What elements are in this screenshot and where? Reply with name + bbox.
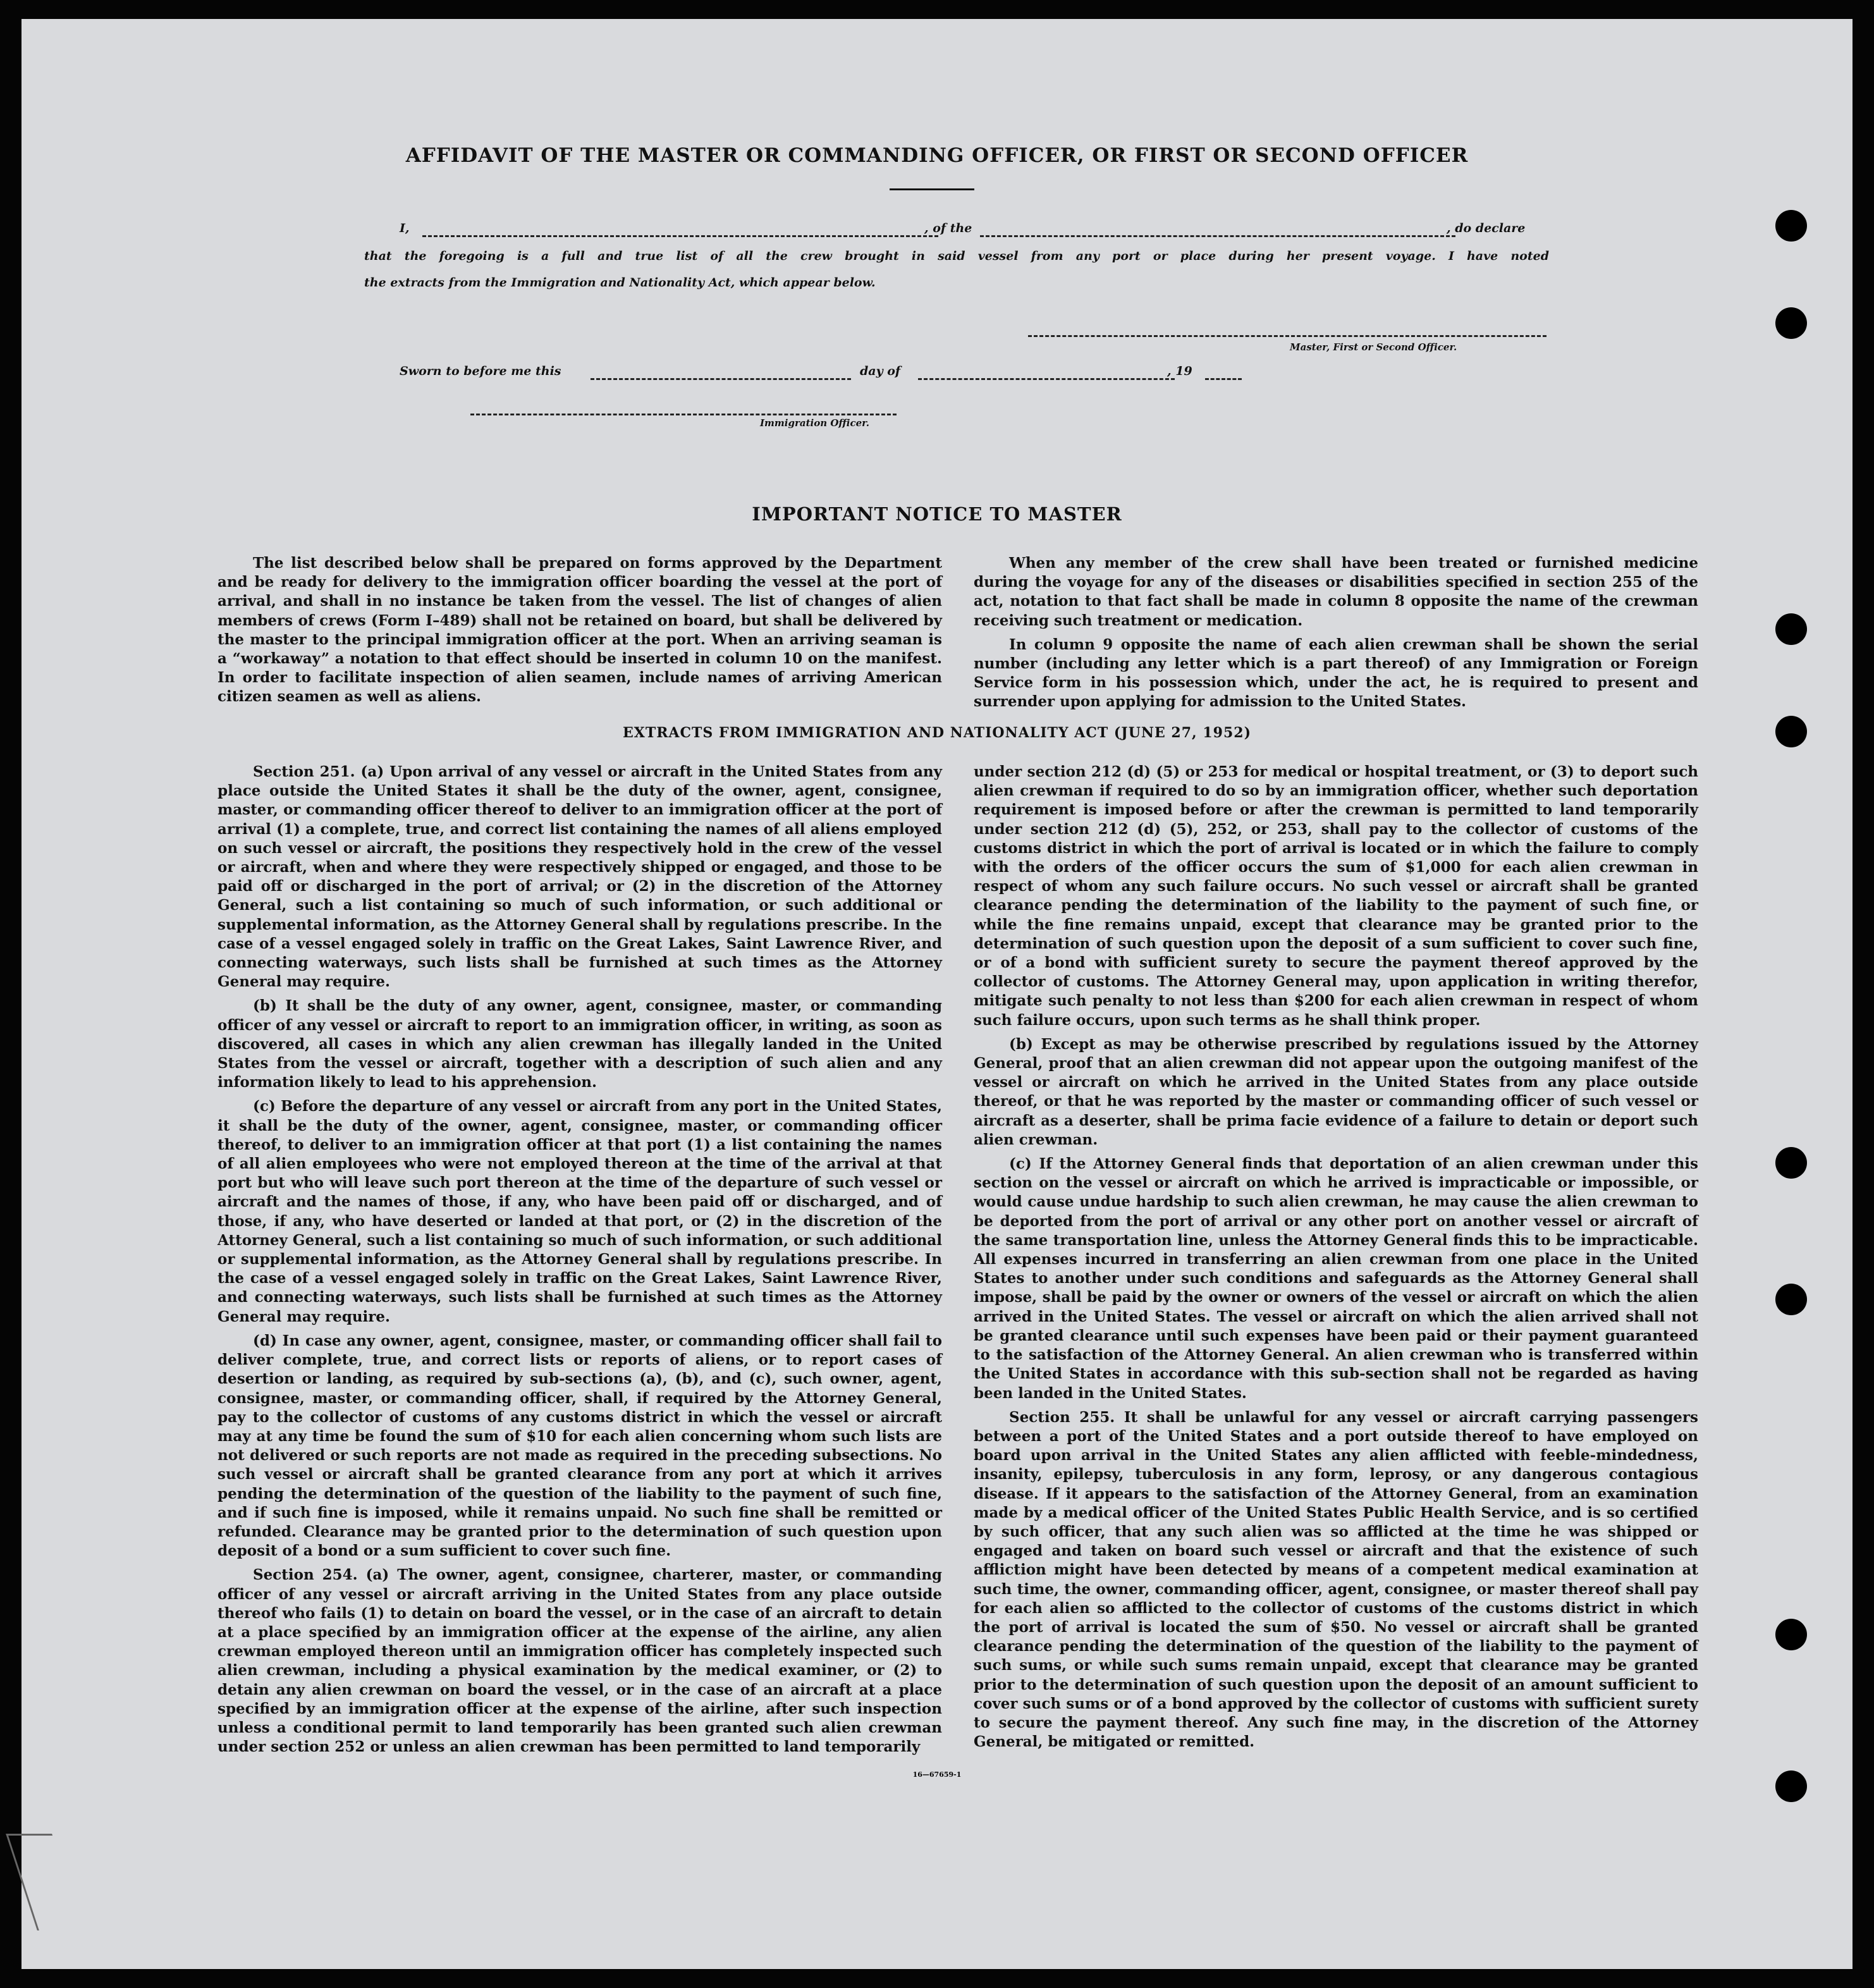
notice-right-paragraph-2: In column 9 opposite the name of each alien crewman shall be shown the serial number (including any letter which is a part thereof) of any Immigration or Foreign Service form in his possession which, under the act, he is required to present and surrender upon applying for admission to the United States.: [974, 635, 1698, 711]
sworn-month-field[interactable]: [918, 378, 1175, 380]
section-254-a: Section 254. (a) The owner, agent, consignee, charterer, master, or commanding officer of any vessel or aircraft arriving in the United States from any place outside thereof who fails (1) to detain on board the vessel, or in the case of an aircraft to detain at a place specified by an immigration officer at the expense of the airline, any alien crewman employed thereon until an immigration officer has completely inspected such alien crewman, including a physical examination by the medical examiner, or (2) to detain any alien crewman on board the vessel, or in the case of an aircraft at a place specified by an immigration officer at the expense of the airline, after such inspection unless a conditional permit to land temporarily has been granted such alien crewman under section 252 or unless an alien crewman has been permitted to land temporarily: [217, 1566, 942, 1756]
document-page: [21, 19, 1853, 1969]
name-field[interactable]: [422, 235, 938, 237]
sworn-year-field[interactable]: [1205, 378, 1242, 380]
notice-right-paragraph-1: When any member of the crew shall have been treated or furnished medicine during the voyage for any of the diseases or disabilities specified in section 255 of the act, notation to that fact shall be made in column 8 opposite the name of the crewman receiving such treatment or medication.: [974, 555, 1698, 629]
notice-left-column: [217, 554, 942, 712]
affidavit-title: AFFIDAVIT OF THE MASTER OR COMMANDING OFFICER, OR FIRST OR SECOND OFFICER: [405, 144, 1469, 167]
affidavit-of-the: , of the: [924, 221, 972, 235]
master-signature-field[interactable]: [1028, 335, 1546, 337]
extracts-left-column: [217, 763, 942, 1762]
year-prefix: , 19: [1167, 364, 1192, 378]
affidavit-do-declare: , do declare: [1447, 221, 1526, 235]
binder-hole: [1775, 1147, 1807, 1179]
affidavit-statement-line1: that the foregoing is a full and true list of all the crew brought in said vessel from any port or place during her present voyage. I have noted: [364, 249, 1549, 263]
section-254-c: (c) If the Attorney General finds that deportation of an alien crewman under this section on the vessel or aircraft on which he arrived is impracticable or impossible, or would cause undue hardship to such alien crewman, he may cause the alien crewman to be deported from the port of arrival or any other port on another vessel or aircraft of the same transportation line, unless the Attorney General finds this to be impracticable. All expenses incurred in transferring an alien crewman from one place in the United States to another under such conditions and safeguards as the Attorney General shall impose, shall be paid by the owner or owners of the vessel or aircraft on which the alien arrived in the United States. The vessel or aircraft on which the alien arrived shall not be granted clearance until such expenses have been paid or their payment guaranteed to the satisfaction of the Attorney General. An alien crewman who is transferred within the United States in accordance with this sub-section shall not be regarded as having been landed in the United States.: [974, 1155, 1698, 1402]
binder-hole: [1775, 1619, 1807, 1650]
section-251-b: (b) It shall be the duty of any owner, agent, consignee, master, or commanding officer of any vessel or aircraft to report to an immigration officer, in writing, as soon as discovered, all cases in which any alien crewman has illegally landed in the United States from the vessel or aircraft, together with a description of such alien and any information likely to lead to his apprehension.: [217, 997, 942, 1091]
notice-title: IMPORTANT NOTICE TO MASTER: [752, 503, 1122, 525]
section-254-a-continued: under section 212 (d) (5) or 253 for medical or hospital treatment, or (3) to deport such alien crewman if required to do so by an immigration officer, whether such deportation requirement is imposed before or after the crewman is permitted to land temporarily under section 212 (d) (5), 252, or 253, shall pay to the collector of customs of the customs district in which the port of arrival is located or in which the failure to comply with the orders of the officer occurs the sum of $1,000 for each alien crewman in respect of whom any such failure occurs. No such vessel or aircraft shall be granted clearance pending the determination of the liability to the payment of such fine, or while the fine remains unpaid, except that clearance may be granted prior to the determination of such question upon the deposit of a sum sufficient to cover such fine, or of a bond with sufficient surety to secure the payment thereof approved by the collector of customs. The Attorney General may, upon application in writing therefor, mitigate such penalty to not less than $200 for each alien crewman in respect of whom such failure occurs, upon such terms as he shall think proper.: [974, 763, 1698, 1029]
officer-caption: Immigration Officer.: [760, 417, 869, 429]
binder-hole: [1775, 613, 1807, 645]
day-of-label: day of: [860, 364, 901, 378]
binder-hole: [1775, 1284, 1807, 1315]
section-254-b: (b) Except as may be otherwise prescribed by regulations issued by the Attorney General, proof that an alien crewman did not appear upon the outgoing manifest of the vessel or aircraft on which he arrived in the United States from any place outside thereof, or that he was reported by the master or commanding officer of such vessel or aircraft as a deserter, shall be prima facie evidence of a failure to detain or deport such alien crewman.: [974, 1035, 1698, 1148]
section-251-d: (d) In case any owner, agent, consignee, master, or commanding officer shall fail to deliver complete, true, and correct lists or reports of aliens, or to report cases of desertion or landing, as required by sub-sections (a), (b), and (c), such owner, agent, consignee, master, or commanding officer, shall, if required by the Attorney General, pay to the collector of customs of any customs district in which the vessel or aircraft may at any time be found the sum of $10 for each alien concerning whom such lists are not delivered or such reports are not made as required in the preceding subsections. No such vessel or aircraft shall be granted clearance from any port at which it arrives pending the determination of the question of the liability to the payment of such fine, and if such fine is imposed, while it remains unpaid. No such fine shall be remitted or refunded. Clearance may be granted prior to the determination of such question upon deposit of a bond or a sum sufficient to cover such fine.: [217, 1332, 942, 1560]
binder-hole: [1775, 307, 1807, 339]
signature-caption: Master, First or Second Officer.: [1290, 341, 1457, 353]
section-251-a: Section 251. (a) Upon arrival of any vessel or aircraft in the United States from any place outside the United States it shall be the duty of the owner, agent, consignee, master, or commanding officer thereof to deliver to an immigration officer at the port of arrival (1) a complete, true, and correct list containing the names of all aliens employed on such vessel or aircraft, the positions they respectively hold in the crew of the vessel or aircraft, when and where they were respectively shipped or engaged, and those to be paid off or discharged in the port of arrival; or (2) in the discretion of the Attorney General, such a list containing so much of such information, or such additional or supplemental information, as the Attorney General shall by regulations prescribe. In the case of a vessel engaged solely in traffic on the Great Lakes, Saint Lawrence River, and connecting waterways, such lists shall be furnished at such times as the Attorney General may require.: [217, 763, 942, 991]
title-underline: [890, 188, 974, 190]
footer-form-code: 16—67659-1: [912, 1770, 962, 1779]
section-251-c: (c) Before the departure of any vessel or aircraft from any port in the United States, it shall be the duty of the owner, agent, consignee, master, or commanding officer thereof, to deliver to an immigration officer at that port (1) a list containing the names of all alien employees who were not employed thereon at the time of the arrival at that port but who will leave such port thereon at the time of the departure of such vessel or aircraft and the names of those, if any, who have been paid off or discharged, and of those, if any, who have deserted or landed at that port, or (2) in the discretion of the Attorney General, such a list containing so much of such information, or such additional or supplemental information, as the Attorney General shall by regulations prescribe. In the case of a vessel engaged solely in traffic on the Great Lakes, Saint Lawrence River, and connecting waterways, such lists shall be furnished at such times as the Attorney General may require.: [217, 1098, 942, 1325]
vessel-field[interactable]: [980, 235, 1455, 237]
sworn-label: Sworn to before me this: [400, 364, 561, 378]
notice-right-column: [974, 554, 1698, 717]
extracts-title: EXTRACTS FROM IMMIGRATION AND NATIONALITY ACT (JUNE 27, 1952): [622, 725, 1251, 741]
binder-hole: [1775, 210, 1807, 242]
officer-signature-field[interactable]: [470, 414, 897, 415]
affidavit-i-label: I,: [400, 221, 410, 235]
sworn-day-field[interactable]: [591, 378, 851, 380]
binder-hole: [1775, 1770, 1807, 1802]
notice-left-paragraph: The list described below shall be prepared on forms approved by the Department and be ready for delivery to the immigration officer boarding the vessel at the port of arrival, and shall in no instance be taken from the vessel. The list of changes of alien members of crews (Form I–489) shall not be retained on board, but shall be delivered by the master to the principal immigration officer at the port. When an arriving seaman is a “workaway” a notation to that effect should be inserted in column 10 on the manifest. In order to facilitate inspection of alien seamen, include names of arriving American citizen seamen as well as aliens.: [217, 555, 942, 706]
affidavit-statement-line2: the extracts from the Immigration and Nationality Act, which appear below.: [364, 276, 876, 290]
section-255: Section 255. It shall be unlawful for any vessel or aircraft carrying passengers between a port of the United States and a port outside thereof to have employed on board upon arrival in the United States any alien afflicted with feeble-mindedness, insanity, epilepsy, tuberculosis in any form, leprosy, or any dangerous contagious disease. If it appears to the satisfaction of the Attorney General, from an examination made by a medical officer of the United States Public Health Service, and is so certified by such officer, that any such alien was so afflicted at the time he was shipped or engaged and taken on board such vessel or aircraft and that the existence of such affliction might have been detected by means of a competent medical examination at such time, the owner, commanding officer, agent, consignee, or master thereof shall pay for each alien so afflicted to the collector of customs of the customs district in which the port of arrival is located the sum of $50. No vessel or aircraft shall be granted clearance pending the determination of the question of the liability to the payment of such sums, or while such sums remain unpaid, except that clearance may be granted prior to the determination of such question upon the deposit of an amount sufficient to cover such sums or of a bond approved by the collector of customs with sufficient surety to secure the payment thereof. Any such fine may, in the discretion of the Attorney General, be mitigated or remitted.: [974, 1408, 1698, 1751]
binder-hole: [1775, 716, 1807, 747]
extracts-right-column: [974, 763, 1698, 1757]
